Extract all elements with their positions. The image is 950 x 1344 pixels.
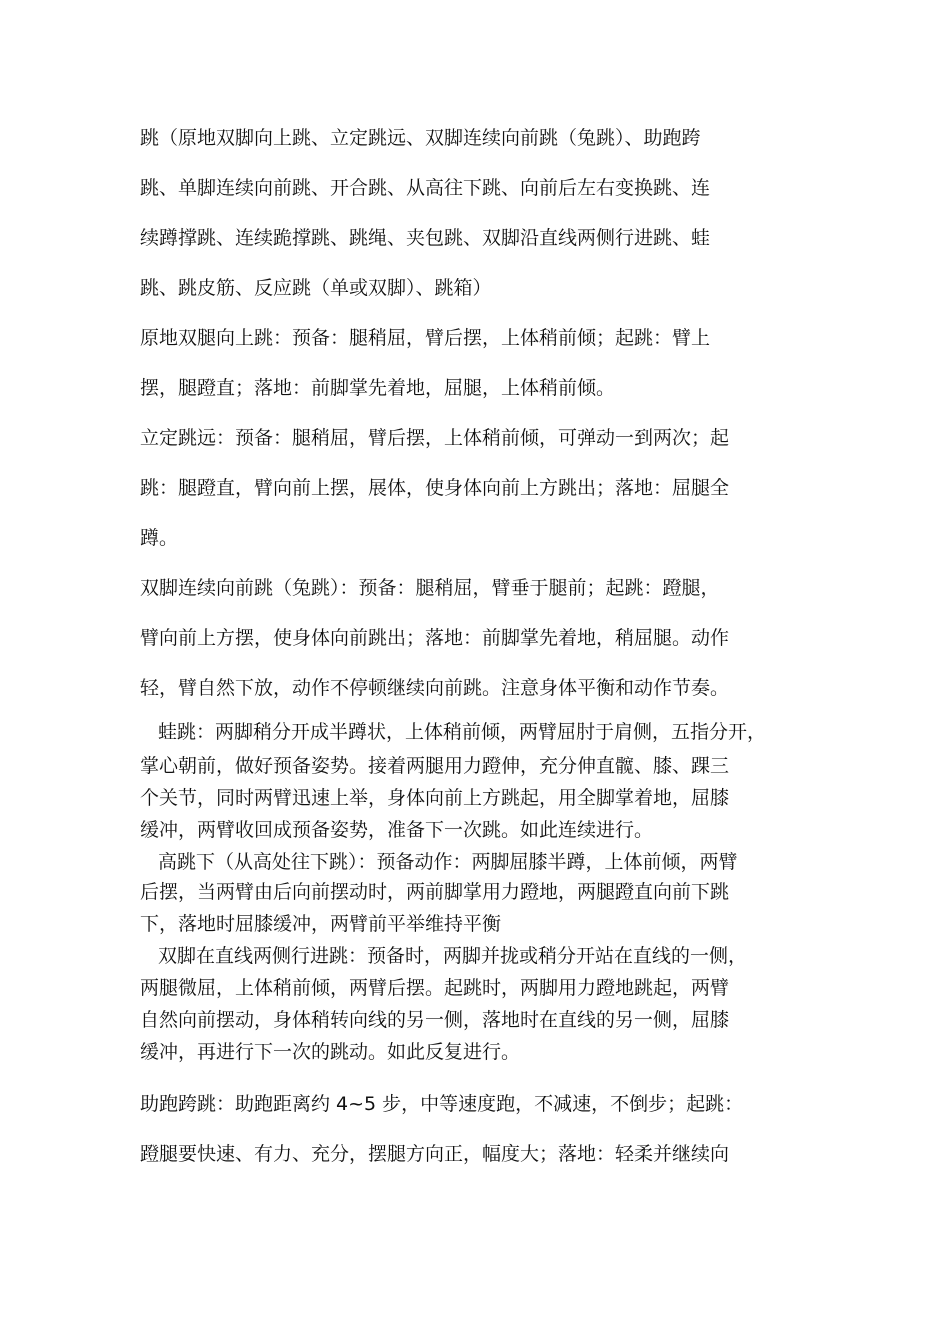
text-line: 高跳下（从高处往下跳）：预备动作：两脚屈膝半蹲，上体前倾，两臂 — [158, 851, 738, 873]
text-line: 臂向前上方摆，使身体向前跳出；落地：前脚掌先着地，稍屈腿。动作 — [140, 627, 730, 649]
text-line: 双脚在直线两侧行进跳：预备时，两脚并拢或稍分开站在直线的一侧， — [158, 945, 748, 967]
text-line: 缓冲，再进行下一次的跳动。如此反复进行。 — [140, 1041, 521, 1063]
text-line: 助跑跨跳：助跑距离约 4~5 步，中等速度跑，不减速，不倒步；起跳： — [140, 1093, 744, 1115]
text-line: 下，落地时屈膝缓冲，两臂前平举维持平衡 — [140, 913, 502, 935]
text-line: 掌心朝前，做好预备姿势。接着两腿用力蹬伸，充分伸直髋、膝、踝三 — [140, 755, 730, 777]
text-line: 个关节，同时两臂迅速上举，身体向前上方跳起，用全脚掌着地，屈膝 — [140, 787, 730, 809]
text-line: 跳（原地双脚向上跳、立定跳远、双脚连续向前跳（兔跳）、助跑跨 — [140, 127, 701, 149]
text-line: 后摆，当两臂由后向前摆动时，两前脚掌用力蹬地，两腿蹬直向前下跳 — [140, 881, 730, 903]
text-line: 轻，臂自然下放，动作不停顿继续向前跳。注意身体平衡和动作节奏。 — [140, 677, 730, 699]
text-line: 原地双腿向上跳：预备：腿稍屈，臂后摆，上体稍前倾；起跳：臂上 — [140, 327, 711, 349]
text-line: 续蹲撑跳、连续跪撑跳、跳绳、夹包跳、双脚沿直线两侧行进跳、蛙 — [140, 227, 711, 249]
text-line: 缓冲，两臂收回成预备姿势，准备下一次跳。如此连续进行。 — [140, 819, 654, 841]
text-line: 立定跳远：预备：腿稍屈，臂后摆，上体稍前倾，可弹动一到两次；起 — [140, 427, 730, 449]
text-line: 摆，腿蹬直；落地：前脚掌先着地，屈腿，上体稍前倾。 — [140, 377, 616, 399]
text-line: 蹲。 — [140, 527, 179, 549]
text-line: 蹬腿要快速、有力、充分，摆腿方向正，幅度大；落地：轻柔并继续向 — [140, 1143, 730, 1165]
text-line: 跳：腿蹬直，臂向前上摆，展体，使身体向前上方跳出；落地：屈腿全 — [140, 477, 730, 499]
text-line: 两腿微屈，上体稍前倾，两臂后摆。起跳时，两脚用力蹬地跳起，两臂 — [140, 977, 730, 999]
text-line: 跳、单脚连续向前跳、开合跳、从高往下跳、向前后左右变换跳、连 — [140, 177, 711, 199]
text-line: 蛙跳：两脚稍分开成半蹲状，上体稍前倾，两臂屈肘于肩侧，五指分开， — [158, 721, 767, 743]
text-line: 跳、跳皮筋、反应跳（单或双脚）、跳箱） — [140, 277, 492, 299]
text-line: 双脚连续向前跳（兔跳）：预备：腿稍屈，臂垂于腿前；起跳：蹬腿， — [140, 577, 720, 599]
text-line: 自然向前摆动，身体稍转向线的另一侧，落地时在直线的另一侧，屈膝 — [140, 1009, 730, 1031]
